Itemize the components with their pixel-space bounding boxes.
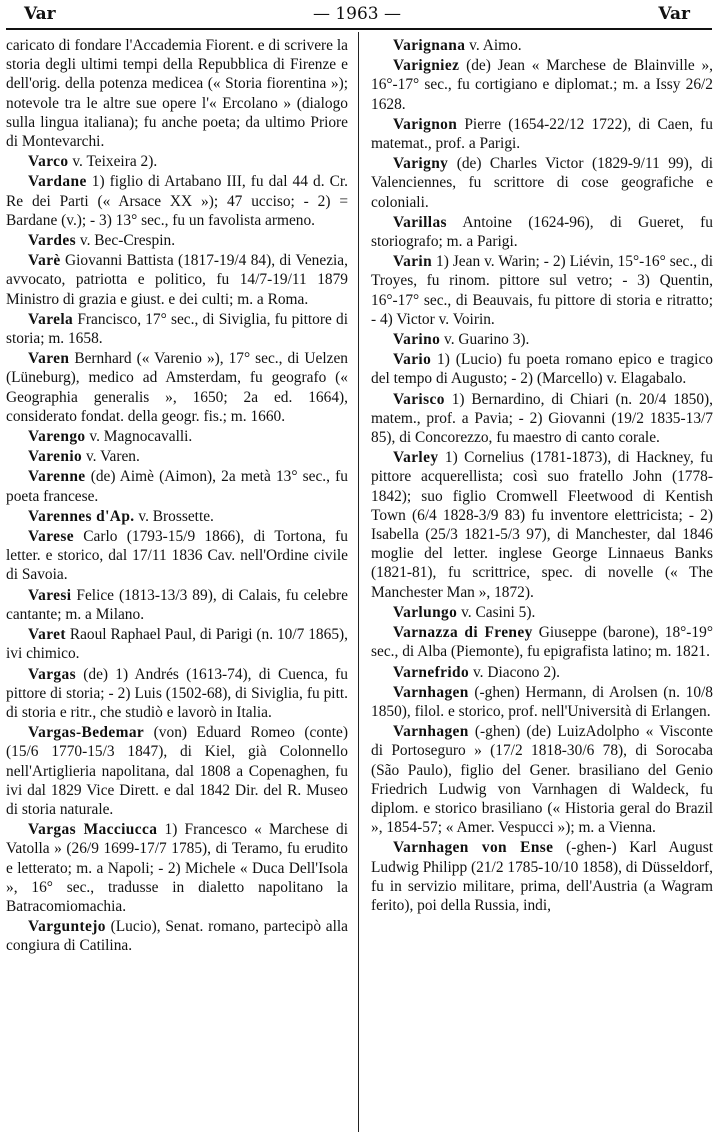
entry-headword: Varignana [393, 37, 466, 54]
entry-text: caricato di fondare l'Accademia Fiorent. e di scrivere la storia degli ultimi tempi della Repubblica di Firenze e dell'orig. della potenza medicea (« Storia fiorentina »); notevole tra le altre sue opere l'« Ercolano » (dialogo sulla lingua italiana); fu anche poeta; da ultimo Priore di Montevarchi. [6, 37, 348, 151]
entry-text: (de) Charles Victor (1829-9/11 99), di Valenciennes, fu scrittore di cose geografiche e coloniali. [371, 155, 713, 211]
page-number: — 1963 — [312, 4, 402, 24]
dictionary-entry [371, 623, 713, 661]
entry-text: (von) Eduard Romeo (conte) (15/6 1770-15/3 1847), di Kiel, già Colonnello nell'Artiglieria napolitana, dal 1808 a Copenaghen, fu ivi dal 1829 Vice Dirett. e dal 1842 Dir. del R. Museo di storia naturale. [6, 724, 348, 818]
dictionary-entry [371, 350, 713, 388]
dictionary-entry [371, 213, 713, 251]
entry-headword: Varen [28, 350, 70, 368]
entry-text: v. Brossette. [138, 507, 214, 525]
dictionary-entry [371, 115, 713, 153]
dictionary-entry [371, 330, 713, 349]
entry-headword: Varino [393, 331, 441, 349]
entry-headword: Varnhagen [393, 723, 469, 741]
entry-text: 1) Bernardino, di Chiari (n. 20/4 1850), matem., prof. a Pavia; - 2) Giovanni (19/2 1835-13/7 85), di Concorezzo, fu maestro di canto corale. [371, 390, 713, 447]
entry-headword: Vardane [28, 173, 87, 191]
entry-headword: Varesi [28, 586, 72, 604]
dictionary-entry [6, 723, 348, 819]
entry-text: 1) Cornelius (1781-1873), di Hackney, fu pittore acquerellista; così suo fratello John (1778-1842); suo figlio Cromwell Fleetwood di Kentish Town (6/4 1828-3/9 83) fu inventore elettricista; - 2) Isabella (25/3 1821-5/3 97), di Manchester, dal 1846 moglie del letter. inglese George Linnaeus Banks (1821-81), fu scrittrice, spec. di novelle (« The Manchester Man », 1872). [371, 449, 713, 601]
entry-text: v. Aimo. [469, 37, 522, 54]
dictionary-entry [6, 467, 348, 505]
entry-headword: Vargas [28, 665, 77, 683]
entry-headword: Varnhagen [393, 683, 469, 701]
entry-headword: Varet [28, 626, 66, 644]
entry-headword: Varnhagen von Ense [393, 839, 554, 857]
entry-text: 1) (Lucio) fu poeta romano epico e tragico del tempo di Augusto; - 2) (Marcello) v. Elagabalo. [371, 351, 713, 388]
entry-text: v. Casini 5). [461, 603, 536, 621]
dictionary-entry [6, 152, 348, 171]
entry-text: 1) figlio di Artabano III, fu dal 44 d. Cr. Re dei Parti (« Arsace XX »); 47 ucciso; - 2) = Bardane (v.); - 3) 13° sec., fu un favolista armeno. [6, 173, 348, 229]
right-column [371, 36, 713, 1130]
entry-text: (de) 1) Andrés (1613-74), di Cuenca, fu pittore di storia; - 2) Luis (1502-68), di Siviglia, fu pitt. di storia e ritr., che studiò e lavorò in Italia. [6, 665, 348, 721]
entry-text: 1) Jean v. Warin; - 2) Liévin, 15°-16° sec., di Troyes, fu rinom. pittore sul vetro; - 3) Quentin, 16°-17° sec., di Beauvais, fu pittore di storia e ritratto; - 4) Victor v. Voirin. [371, 253, 713, 328]
entry-headword: Varigny [393, 155, 449, 173]
dictionary-entry [6, 447, 348, 466]
entry-text: v. Teixeira 2). [72, 153, 158, 171]
entry-text: v. Varen. [85, 448, 140, 466]
entry-text: Raoul Raphael Paul, di Parigi (n. 10/7 1865), ivi chimico. [6, 626, 348, 663]
entry-text: Bernhard (« Varenio »), 17° sec., di Uelzen (Lüneburg), medico ad Amsterdam, fu geografo (« Geographia generalis », 1650; 2a ed. 1664), considerato fondat. della geogr. fis.; m. 1660. [6, 350, 348, 425]
entry-text: (-ghen) (de) LuizAdolpho « Visconte di Portoseguro » (17/2 1818-30/6 78), di Sorocaba (São Paulo), figlio del Gener. brasiliano del Genio Friedrich Ludwig von Varnhagen di Waldeck, fu diplom. e storico brasiliano (« Historia geral do Brazil », 1854-57; « Amer. Vespucci »); m. a Vienna. [371, 723, 713, 837]
header-right-guide-word: Var [658, 4, 690, 24]
dictionary-entry [371, 36, 713, 55]
dictionary-entry [371, 390, 713, 448]
dictionary-entry [6, 665, 348, 723]
entry-headword: Vario [393, 351, 432, 369]
entry-text: (-ghen-) Karl August Ludwig Philipp (21/2 1785-10/10 1858), di Düsseldorf, fu in servizio militare, prima, dell'Austria (a Wagram ferito), poi della Russia, indi, [371, 839, 713, 914]
entry-text: v. Bec-Crespin. [79, 232, 176, 250]
entry-headword: Varnazza di Freney [393, 624, 533, 642]
column-divider [358, 32, 359, 1132]
entry-headword: Varley [393, 449, 439, 467]
entry-text: Giovanni Battista (1817-19/4 84), di Venezia, avvocato, patriotta e politico, fu 14/7-19/11 1879 Ministro di grazia e giust. e dei culti; m. a Roma. [6, 252, 348, 308]
entry-text: Francisco, 17° sec., di Siviglia, fu pittore di storia; m. 1658. [6, 310, 348, 348]
dictionary-entry [6, 231, 348, 250]
dictionary-entry [371, 448, 713, 602]
dictionary-entry [6, 36, 348, 151]
entry-text: 1) Francesco « Marchese di Vatolla » (26/9 1699-17/7 1785), di Teramo, fu erudito e letterato; m. a Napoli; - 2) Michele « Duca Dell'Isola », 16° sec., tradusse in dialetto napolitano la Batracomiomachia. [6, 821, 348, 915]
dictionary-entry [371, 663, 713, 682]
running-header [6, 0, 712, 30]
entry-headword: Vargas-Bedemar [28, 724, 145, 742]
entry-text: Giuseppe (barone), 18°-19° sec., di Alba (Piemonte), fu epigrafista latino; m. 1821. [371, 624, 713, 661]
entry-headword: Varin [393, 253, 433, 271]
entry-headword: Varigniez [393, 57, 460, 75]
dictionary-entry [6, 917, 348, 955]
entry-text: (Lucio), Senat. romano, partecipò alla congiura di Catilina. [6, 918, 348, 955]
entry-headword: Vardes [28, 232, 77, 250]
dictionary-entry [371, 838, 713, 915]
dictionary-entry [6, 625, 348, 663]
dictionary-entry [6, 507, 348, 526]
entry-text: (-ghen) Hermann, di Arolsen (n. 10/8 1850), filol. e storico, prof. nell'Università di Erlangen. [371, 683, 713, 720]
dictionary-entry [6, 310, 348, 348]
entry-text: Antoine (1624-96), di Gueret, fu storiografo; m. a Parigi. [371, 213, 713, 251]
header-left-guide-word: Var [24, 4, 56, 24]
entry-headword: Varillas [393, 213, 447, 231]
entry-headword: Varisco [393, 390, 445, 408]
entry-headword: Vargas Macciucca [28, 821, 158, 839]
dictionary-entry [6, 586, 348, 624]
dictionary-entry [371, 603, 713, 622]
dictionary-entry [371, 154, 713, 212]
entry-headword: Varese [28, 528, 75, 546]
dictionary-entry [371, 722, 713, 837]
entry-headword: Varenne [28, 468, 86, 486]
left-column [6, 36, 348, 1130]
entry-text: v. Magnocavalli. [89, 428, 193, 446]
dictionary-entry [6, 349, 348, 426]
dictionary-entry [6, 251, 348, 309]
dictionary-entry [6, 820, 348, 916]
entry-text: Felice (1813-13/3 89), di Calais, fu celebre cantante; m. a Milano. [6, 586, 348, 623]
entry-text: (de) Jean « Marchese de Blainville », 16°-17° sec., fu cortigiano e diplomat.; m. a Issy 26/2 1628. [371, 57, 713, 113]
entry-text: v. Diacono 2). [472, 663, 561, 681]
dictionary-entry [6, 527, 348, 585]
entry-headword: Varnefrido [393, 663, 470, 681]
entry-text: Carlo (1793-15/9 1866), di Tortona, fu letter. e storico, dal 17/11 1836 Cav. nell'Ordine civile di Savoia. [6, 528, 348, 584]
entry-headword: Varguntejo [28, 918, 106, 936]
entry-headword: Varengo [28, 428, 86, 446]
entry-headword: Varè [28, 252, 61, 270]
dictionary-entry [6, 427, 348, 446]
entry-headword: Varco [28, 153, 69, 171]
entry-text: v. Guarino 3). [444, 331, 530, 349]
dictionary-entry [6, 172, 348, 230]
entry-headword: Varenio [28, 448, 83, 466]
entry-headword: Varignon [393, 115, 458, 133]
entry-text: Pierre (1654-22/12 1722), di Caen, fu matemat., prof. a Parigi. [371, 115, 713, 153]
entry-headword: Varennes d'Ap. [28, 507, 135, 525]
dictionary-entry [371, 56, 713, 114]
dictionary-entry [371, 683, 713, 721]
dictionary-entry [371, 252, 713, 329]
entry-text: (de) Aimè (Aimon), 2a metà 13° sec., fu poeta francese. [6, 468, 348, 505]
entry-headword: Varela [28, 310, 74, 328]
entry-headword: Varlungo [393, 603, 458, 621]
